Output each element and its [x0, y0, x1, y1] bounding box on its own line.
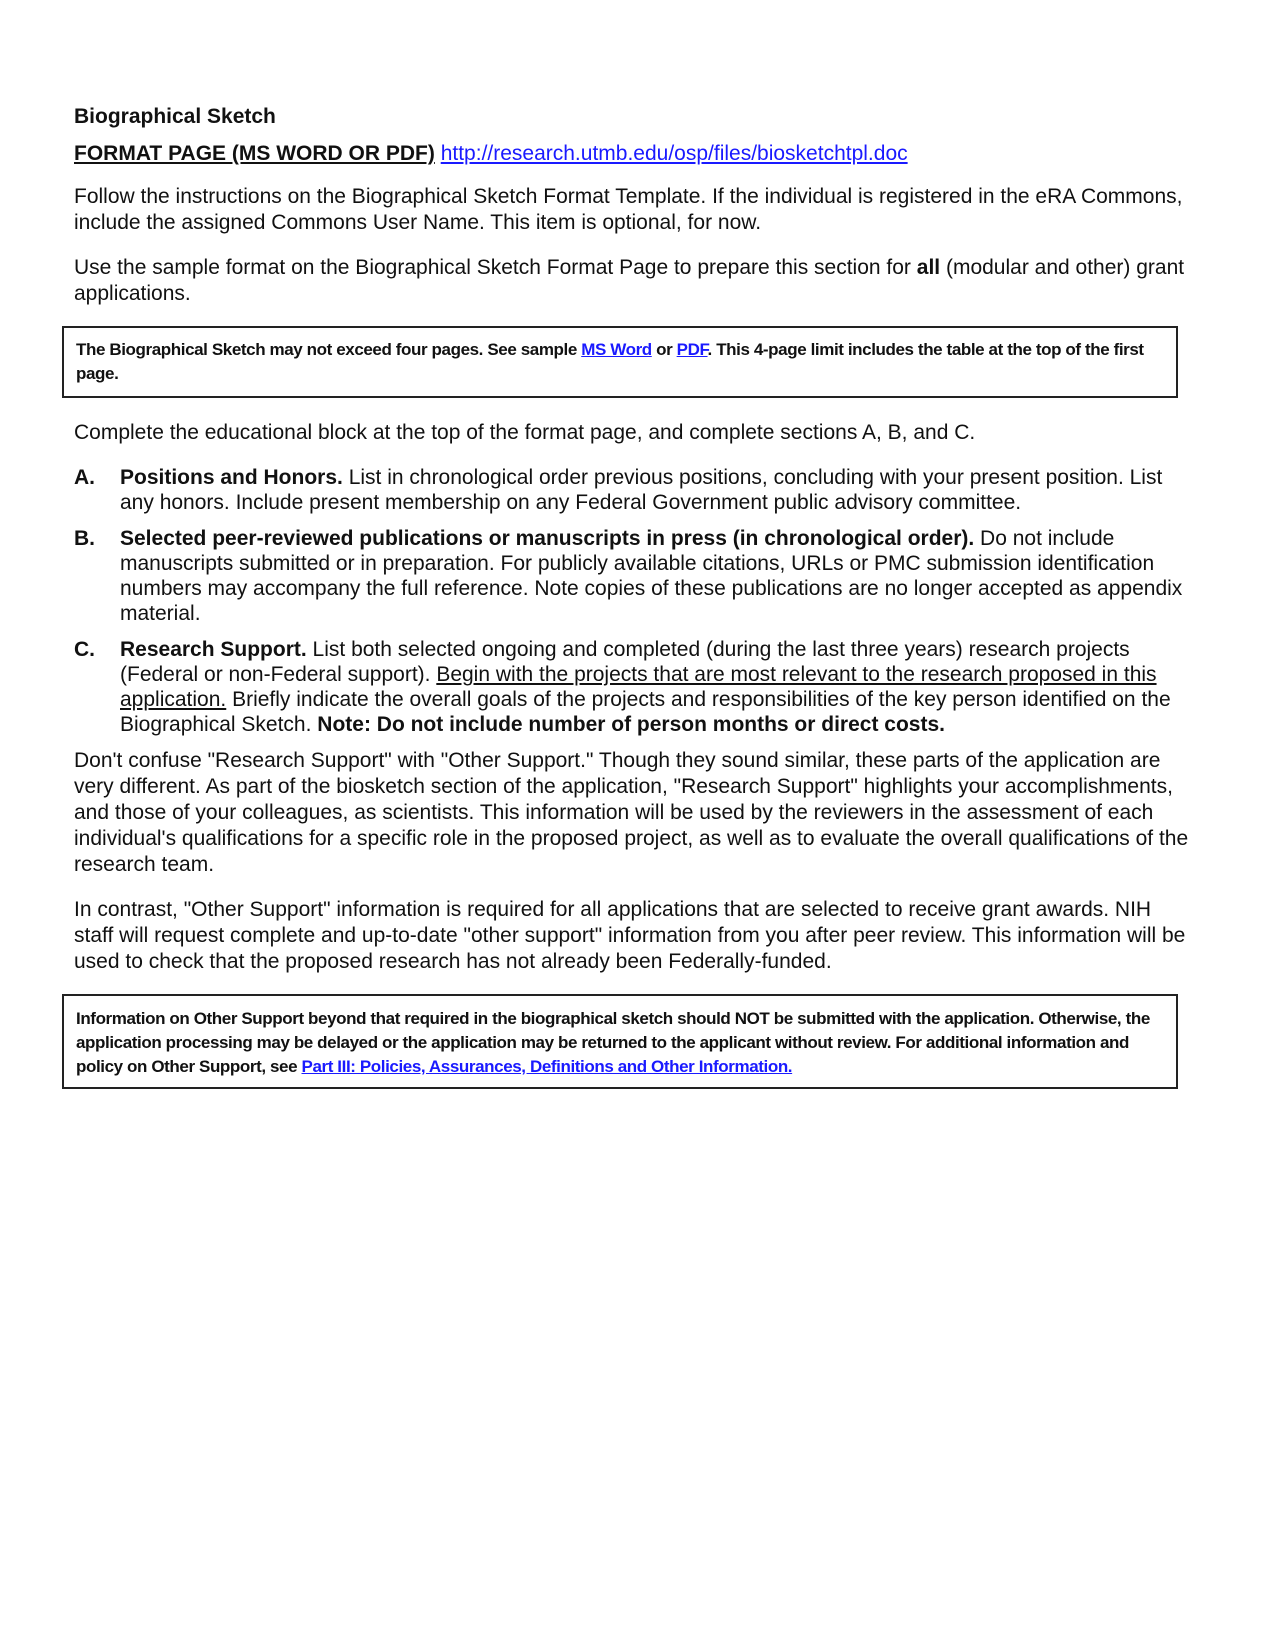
section-c-underlined: Begin with the projects that are most relevant to the research proposed in this application. — [120, 663, 1157, 711]
section-a-body — [120, 465, 1194, 515]
format-page-line — [74, 140, 1194, 167]
other-support-notice-box — [62, 994, 1178, 1089]
sample-format-text-1: Use the sample format on the Biographical Sketch Format Page to prepare this section for — [74, 256, 917, 279]
section-b-body — [120, 526, 1194, 626]
sections-list — [74, 465, 1194, 737]
section-c-letter: C. — [74, 638, 95, 661]
section-c-note: Note: Do not include number of person months or direct costs. — [317, 713, 945, 736]
section-b-item — [74, 526, 1194, 626]
format-page-label: FORMAT PAGE (MS WORD OR PDF) — [74, 142, 435, 165]
educational-block-paragraph: Complete the educational block at the top of the format page, and complete sections A, B, and C. — [74, 421, 976, 444]
sample-format-bold: all — [916, 256, 941, 279]
section-a-text: List in chronological order previous positions, concluding with your present position. List any honors. Include present membership on any Federal Government public advisory committee. — [120, 466, 1163, 514]
research-support-paragraph: Don't confuse "Research Support" with "Other Support." Though they sound similar, these parts of the application are very different. As part of the biosketch section of the application, "Research Support" highlights your accomplishments, and those of your colleagues, as scientists. This information will be used by the reviewers in the assessment of each individual's qualifications for a specific role in the proposed project, as well as to evaluate the overall qualifications of the research team. — [74, 749, 1189, 876]
page-limit-or: or — [651, 340, 677, 359]
page-limit-notice-box — [62, 326, 1178, 398]
instructions-paragraph: Follow the instructions on the Biographical Sketch Format Template. If the individual is registered in the eRA Commons, include the assigned Commons User Name. This item is optional, for now. — [74, 185, 1183, 234]
sample-format-paragraph — [74, 255, 1194, 307]
section-a-item — [74, 465, 1194, 515]
pdf-sample-link[interactable]: PDF — [676, 340, 708, 359]
policies-link[interactable]: Part III: Policies, Assurances, Definitions and Other Information. — [301, 1057, 793, 1076]
ms-word-sample-link[interactable]: MS Word — [581, 340, 652, 359]
document-content — [74, 104, 1194, 1089]
page-limit-text-2: . This 4-page limit includes the table at the top of the first page. — [76, 340, 1144, 383]
section-c-item — [74, 637, 1194, 737]
section-a-letter: A. — [74, 466, 95, 489]
other-support-paragraph: In contrast, "Other Support" information is required for all applications that are selected to receive grant awards. NIH staff will request complete and up-to-date "other support" information from you after peer review. This information will be used to check that the proposed research has not already been Federally-funded. — [74, 898, 1186, 973]
sample-format-text-2: (modular and other) grant applications. — [74, 256, 1185, 305]
page-limit-text-1: The Biographical Sketch may not exceed four pages. See sample — [76, 340, 582, 359]
section-b-text: Do not include manuscripts submitted or in preparation. For publicly available citations, URLs or PMC submission identification numbers may accompany the full reference. Note copies of these publications are no longer accepted as appendix material. — [120, 527, 1183, 625]
biosketch-template-link[interactable]: http://research.utmb.edu/osp/files/biosketchtpl.doc — [440, 142, 908, 165]
section-b-letter: B. — [74, 527, 95, 550]
section-c-body — [120, 637, 1194, 737]
section-c-text-2: Briefly indicate the overall goals of the projects and responsibilities of the key person identified on the Biographical Sketch. — [120, 688, 1171, 736]
page-title: Biographical Sketch — [74, 105, 276, 128]
section-c-heading: Research Support. — [120, 638, 307, 661]
section-b-heading: Selected peer-reviewed publications or manuscripts in press (in chronological order). — [120, 527, 975, 550]
other-support-notice-text: Information on Other Support beyond that required in the biographical sketch should NOT be submitted with the application. Otherwise, the application processing may be delayed or the application may be returned to the applicant without review. For additional information and policy on Other Support, see — [76, 1009, 1150, 1076]
section-a-heading: Positions and Honors. — [120, 466, 343, 489]
section-c-text-1: List both selected ongoing and completed (during the last three years) research projects (Federal or non-Federal support). — [120, 638, 1130, 686]
